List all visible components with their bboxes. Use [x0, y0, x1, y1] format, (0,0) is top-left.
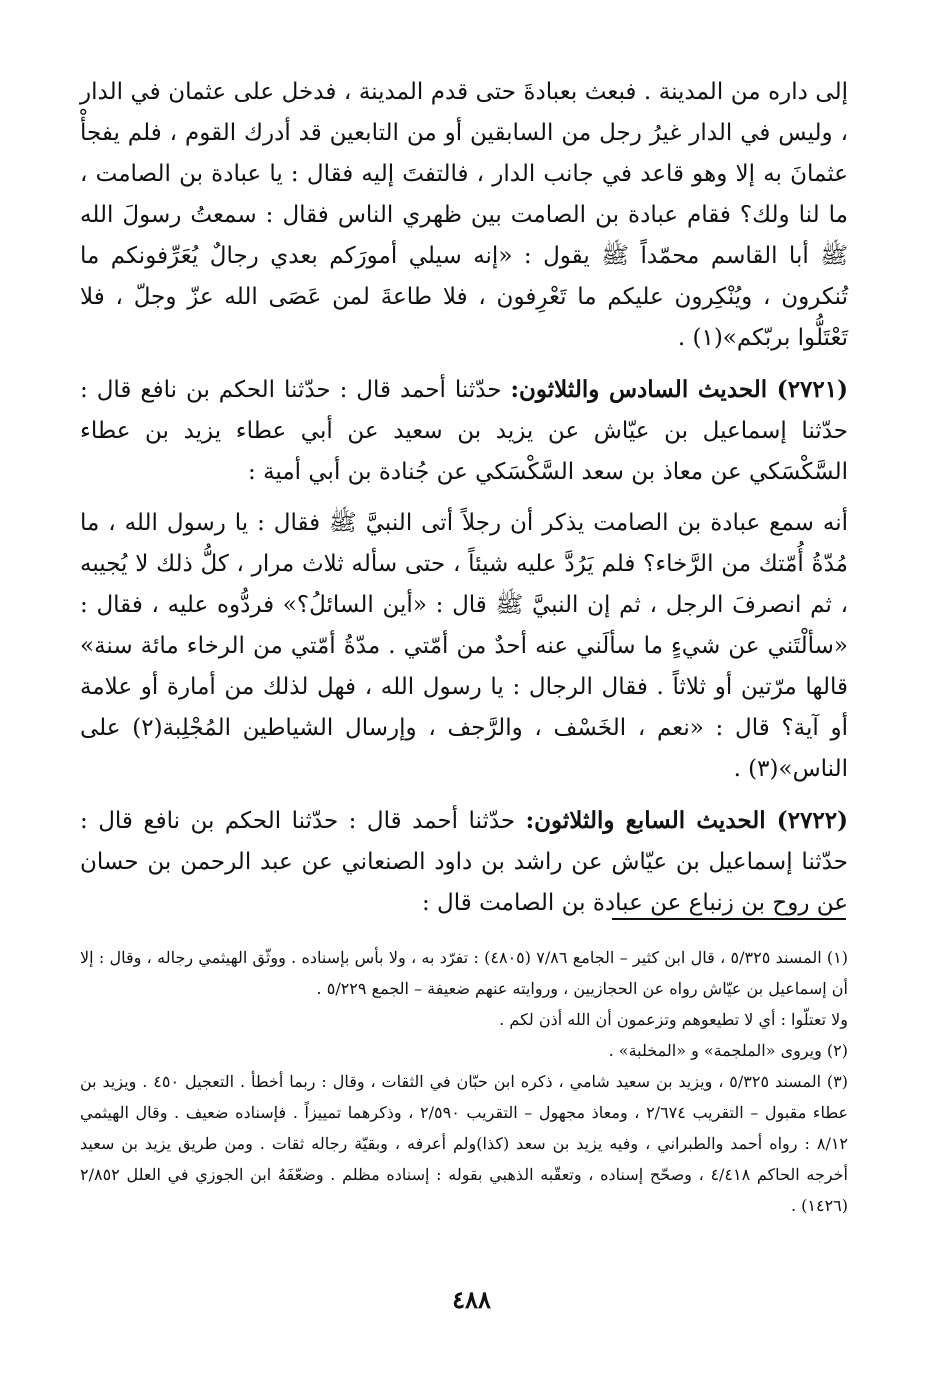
hadith-2721-isnad: حدّثنا أحمد قال : حدّثنا الحكم بن نافع قال : حدّثنا إسماعيل بن عيّاش عن يزيد بن سعيد عن أبي عطاء يزيد بن عطاء السَّكْسَكي عن معاذ بن سعد السَّكْسَكي عن جُنادة بن أبي أمية :: [80, 377, 848, 485]
hadith-2722-isnad: حدّثنا أحمد قال : حدّثنا الحكم بن نافع قال : حدّثنا إسماعيل بن عيّاش عن راشد بن داود الصنعاني عن عبد الرحمن بن حسان عن روح بن زنباع عن عبادة بن الصامت قال :: [80, 808, 848, 916]
footnote-1-text: (١) المسند ٥/٣٢٥ ، قال ابن كثير – الجامع ٧/٨٦ (٤٨٠٥) : تفرّد به ، ولا بأس بإسناده . ووثّق الهيثمي رجاله ، وقال : إلا أن إسماعيل بن عيّاش رواه عن الحجازيين ، وروايته عنهم ضعيفة – الجمع ٥/٢٢٩ .: [80, 948, 849, 998]
paragraph-hadith-2722: [80, 800, 848, 924]
footnote-3-text: (٣) المسند ٥/٣٢٥ ، ويزيد بن سعيد شامي ، ذكره ابن حبّان في الثقات ، وقال : ربما أخطأ . التعجيل ٤٥٠ . ويزيد بن عطاء مقبول – التقريب ٢/٦٧٤ ، ومعاذ مجهول – التقريب ٢/٥٩٠ ، وذكرهما تمييزاً . فإسناده ضعيف . وقال الهيثمي ٨/١٢ : رواه أحمد والطبراني ، وفيه يزيد بن سعد (كذا)ولم أعرفه ، وبقيّة رجاله ثقات . ومن طريق يزيد بن سعيد أخرجه الحاكم ٤/٤١٨ ، وصحّح إسناده ، وتعقّبه الذهبي بقوله : إسناده مظلم . وضعّفَهُ ابن الجوزي في العلل ٢/٨٥٢ (١٤٢٦) .: [80, 1072, 849, 1215]
footnote-2: [80, 1035, 848, 1066]
hadith-2721-heading: (٢٧٢١) الحديث السادس والثلاثون:: [510, 376, 848, 403]
paragraph-hadith-2721: [80, 369, 848, 493]
footnotes: [80, 942, 848, 1221]
hadith-2722-heading: (٢٧٢٢) الحديث السابع والثلاثون:: [525, 807, 848, 834]
paragraph-1-text: إلى داره من المدينة . فبعث بعبادةَ حتى قدم المدينة ، فدخل على عثمان في الدار ، وليس في الدار غيرُ رجل من السابقين أو من التابعين قد أدرك القوم ، فلم يفجأْ عثمانَ به إلا وهو قاعد في جانب الدار ، فالتفتَ إليه فقال : يا عبادة بن الصامت ، ما لنا ولك؟ فقام عبادة بن الصامت بين ظهري الناس فقال : سمعتُ رسولَ الله ﷺ أبا القاسم محمّداً ﷺ يقول : «إنه سيلي أمورَكم بعدي رجالٌ يُعَرِّفونكم ما تُنكرون ، ويُنْكِرون عليكم ما تَعْرِفون ، فلا طاعةَ لمن عَصَى الله عزّ وجلّ ، فلا تَعْتَلُّوا بربّكم»(١) .: [80, 79, 848, 351]
main-text: [80, 72, 848, 924]
page-number: ٤٨٨: [452, 1285, 491, 1314]
footnote-1-continuation: ولا تعتلّوا : أي لا تطيعوهم وتزعمون أن الله أذن لكم .: [499, 1010, 848, 1029]
footnote-2-text: (٢) ويروى «الملجمة» و «المخلبة» .: [608, 1041, 848, 1060]
footnote-separator: [612, 918, 846, 920]
paragraph-3: [80, 503, 848, 790]
paragraph-1: [80, 72, 848, 359]
footnote-1: [80, 942, 848, 1035]
paragraph-3-text: أنه سمع عبادة بن الصامت يذكر أن رجلاً أتى النبيَّ ﷺ فقال : يا رسول الله ، ما مُدّةُ أُمّتك من الرَّخاء؟ فلم يَرُدَّ عليه شيئاً ، حتى سأله ثلاث مرار ، كلُّ ذلك لا يُجيبه ، ثم انصرفَ الرجل ، ثم إن النبيَّ ﷺ قال : «أين السائلُ؟» فردُّوه عليه ، فقال : «سألْتَني عن شيءٍ ما سألَني عنه أحدٌ من أمّتي . مدّةُ أمّتي من الرخاء مائة سنة» قالها مرّتين أو ثلاثاً . فقال الرجال : يا رسول الله ، فهل لذلك من أمارة أو علامة أو آية؟ قال : «نعم ، الخَسْف ، والرَّجف ، وإرسال الشياطين المُجْلِبة(٢) على الناس»(٣) .: [80, 510, 848, 782]
footnote-3: [80, 1066, 848, 1221]
